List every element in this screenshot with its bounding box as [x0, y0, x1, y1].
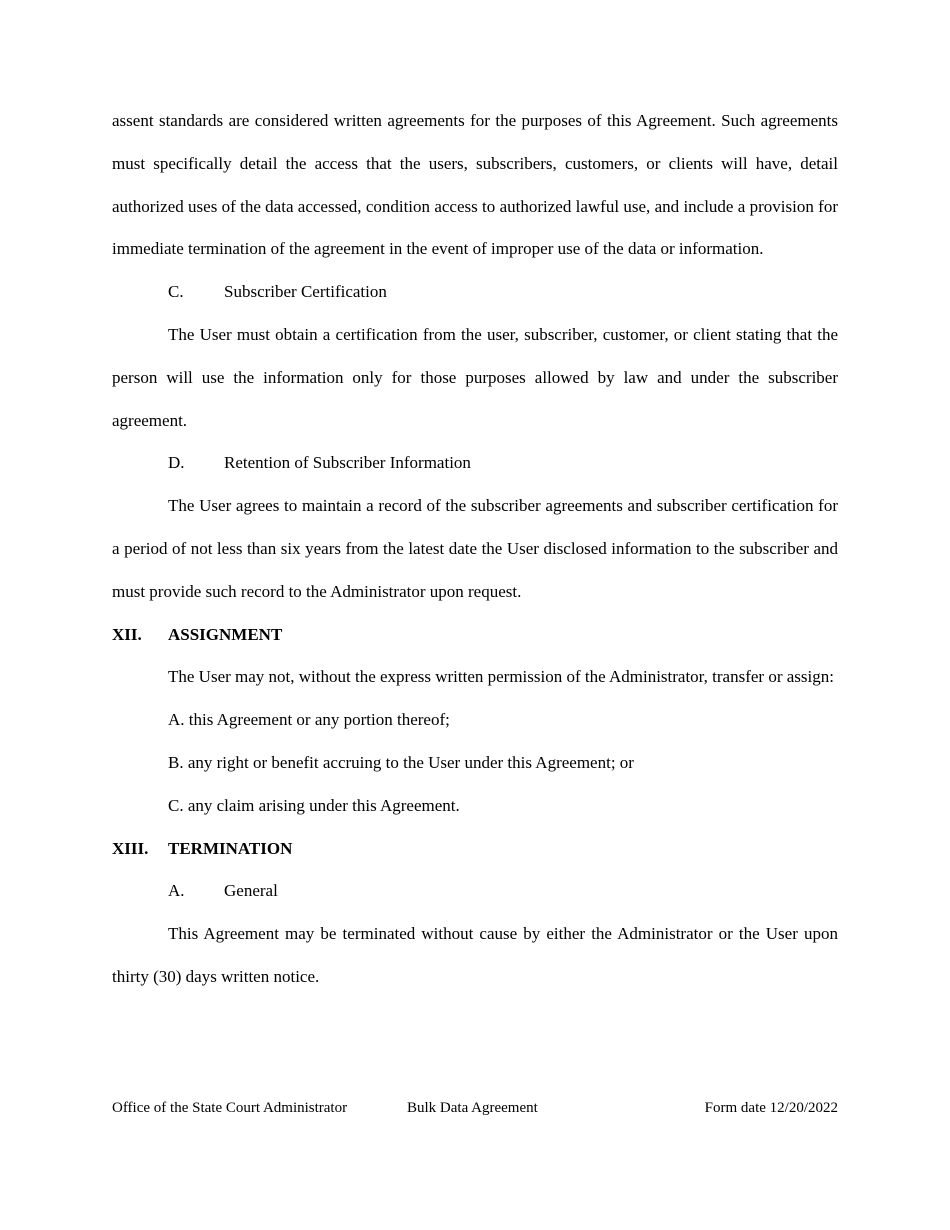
- article-xii-number: XII.: [112, 624, 142, 644]
- section-d-title: Retention of Subscriber Information: [224, 453, 471, 473]
- section-c-body: The User must obtain a certification from the user, subscriber, customer, or client stating that the person will use the information only for those purposes allowed by law and under the subscriber agreement.: [112, 324, 838, 430]
- list-item: C. any claim arising under this Agreement.: [168, 795, 460, 815]
- article-xiii-sub-title: General: [224, 881, 278, 901]
- article-xiii-body: This Agreement may be terminated without cause by either the Administrator or the User upon thirty (30) days written notice.: [112, 924, 838, 986]
- page-footer: [112, 1098, 838, 1118]
- article-xii-heading: [112, 614, 838, 657]
- section-c-letter: C.: [168, 282, 184, 302]
- section-d-letter: D.: [168, 453, 185, 473]
- article-xiii-number: XIII.: [112, 838, 149, 858]
- article-xiii-subheading: [112, 870, 838, 913]
- article-xiii-sub-letter: A.: [168, 881, 185, 901]
- article-xiii-title: TERMINATION: [168, 838, 293, 858]
- footer-document-title: Bulk Data Agreement: [407, 1100, 538, 1116]
- section-c-heading: [112, 271, 838, 314]
- section-d-heading: [112, 442, 838, 485]
- article-xiii-heading: [112, 828, 838, 871]
- document-page: [112, 100, 838, 999]
- section-d-body: The User agrees to maintain a record of the subscriber agreements and subscriber certification for a period of not less than six years from the latest date the User disclosed information to the subscriber and must provide such record to the Administrator upon request.: [112, 496, 838, 601]
- list-item: A. this Agreement or any portion thereof;: [168, 710, 450, 730]
- list-item: B. any right or benefit accruing to the User under this Agreement; or: [168, 752, 634, 772]
- footer-office: Office of the State Court Administrator: [112, 1100, 348, 1116]
- article-xii-title: ASSIGNMENT: [168, 624, 283, 644]
- footer-form-date: Form date 12/20/2022: [704, 1100, 838, 1116]
- section-c-title: Subscriber Certification: [224, 282, 387, 302]
- article-xii-body: The User may not, without the express written permission of the Administrator, transfer or assign:: [168, 667, 834, 687]
- continuation-paragraph: assent standards are considered written agreements for the purposes of this Agreement. Such agreements must specifically detail the access that the users, subscribers, customers, or clients will have, detail authorized uses of the data accessed, condition access to authorized lawful use, and include a provision for immediate termination of the agreement in the event of improper use of the data or information.: [112, 111, 838, 259]
